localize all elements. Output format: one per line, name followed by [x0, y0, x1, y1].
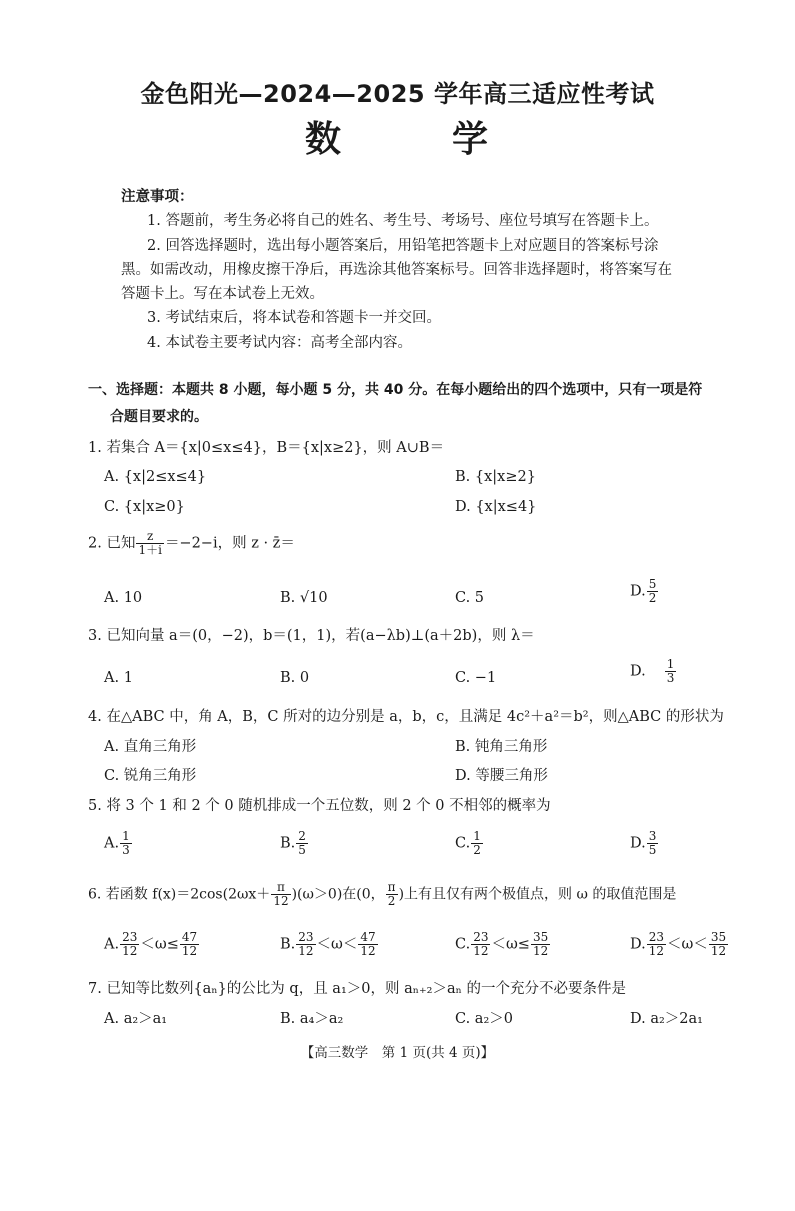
page-footer: 【高三数学 第 1 页(共 4 页)】: [300, 1045, 495, 1061]
q2-stem: 2. 已知 $\frac{z}{1+i}$ ＝−2−i，则 z · z̄＝: [88, 529, 295, 557]
notice-item-3: 3. 考试结束后，将本试卷和答题卡一并交回。: [147, 310, 441, 326]
q4-option-c: C. 锐角三角形: [104, 768, 197, 784]
q2-option-b: B. √10: [280, 590, 328, 606]
q1-option-d: D. {x|x≤4}: [455, 499, 537, 515]
q5-stem: 5. 将 3 个 1 和 2 个 0 随机排成一个五位数，则 2 个 0 不相邻的概率为: [88, 798, 551, 814]
q6-option-a: A. $\frac{23}{12}$ ＜ω≤ $\frac{47}{12}$: [104, 930, 198, 958]
notice-item-4: 4. 本试卷主要考试内容：高考全部内容。: [147, 335, 412, 351]
q6-stem: 6. 若函数 f(x)＝2cos(2ωx＋ $\frac{\pi}{12}$ )(ω＞0)在(0， $\frac{\pi}{2}$ )上有且仅有两个极值点，则 ω 的取值范围是: [88, 880, 677, 908]
q4-stem: 4. 在△ABC 中，角 A，B，C 所对的边分别是 a，b，c，且满足 4c²＋a²＝b²，则△ABC 的形状为: [88, 709, 724, 725]
q5-option-b: B. $\frac{2}{5}$: [280, 829, 306, 857]
q2-option-c: C. 5: [455, 590, 485, 606]
q3-option-a: A. 1: [104, 670, 133, 686]
q1-stem: 1. 若集合 A＝{x|0≤x≤4}，B＝{x|x≥2}，则 A∪B＝: [88, 440, 445, 456]
q7-option-d: D. a₂＞2a₁: [630, 1011, 703, 1027]
q6-option-c: C. $\frac{23}{12}$ ＜ω≤ $\frac{35}{12}$: [455, 930, 549, 958]
subject-title: [0, 111, 795, 162]
q3-option-d: D. $\frac{1}{3}$: [630, 657, 675, 685]
exam-title: 金色阳光—2024—2025 学年高三适应性考试: [140, 80, 655, 108]
q1-option-a: A. {x|2≤x≤4}: [104, 469, 207, 485]
q5-option-d: D. $\frac{3}{5}$: [630, 829, 657, 857]
q4-option-d: D. 等腰三角形: [455, 768, 548, 784]
q7-option-c: C. a₂＞0: [455, 1011, 513, 1027]
q7-stem: 7. 已知等比数列{aₙ}的公比为 q，且 a₁＞0，则 aₙ₊₂＞aₙ 的一个充分不必要条件是: [88, 981, 627, 997]
q3-stem: 3. 已知向量 a＝(0，−2)，b＝(1，1)，若(a−λb)⊥(a＋2b)，则 λ＝: [88, 628, 535, 644]
notice-item-2-line2: 黑。如需改动，用橡皮擦干净后，再选涂其他答案标号。回答非选择题时，将答案写在: [121, 262, 672, 278]
q4-option-b: B. 钝角三角形: [455, 739, 548, 755]
q6-option-d: D. $\frac{23}{12}$ ＜ω＜ $\frac{35}{12}$: [630, 930, 727, 958]
section-heading-line2: 合题目要求的。: [110, 409, 208, 425]
q5-option-c: C. $\frac{1}{2}$: [455, 829, 481, 857]
q2-option-a: A. 10: [104, 590, 143, 606]
q6-option-b: B. $\frac{23}{12}$ ＜ω＜ $\frac{47}{12}$: [280, 930, 376, 958]
section-heading-line1: 一、选择题：本题共 8 小题，每小题 5 分，共 40 分。在每小题给出的四个选项中，只有一项是符: [88, 382, 703, 398]
q5-option-a: A. $\frac{1}{3}$: [104, 829, 130, 857]
notice-item-1: 1. 答题前，考生务必将自己的姓名、考生号、考场号、座位号填写在答题卡上。: [147, 213, 659, 229]
q2-option-d: D. $\frac{5}{2}$: [630, 577, 657, 605]
q2-fraction: $\frac{z}{1+i}$: [138, 529, 162, 557]
q4-option-a: A. 直角三角形: [104, 739, 197, 755]
q3-option-b: B. 0: [280, 670, 310, 686]
q7-option-a: A. a₂＞a₁: [104, 1011, 168, 1027]
subject-char-1: 数: [304, 119, 343, 160]
subject-char-2: 学: [452, 119, 491, 160]
q1-option-b: B. {x|x≥2}: [455, 469, 536, 485]
notice-item-2-line3: 答题卡上。写在本试卷上无效。: [121, 286, 324, 302]
notice-heading: 注意事项：: [121, 189, 194, 205]
q7-option-b: B. a₄＞a₂: [280, 1011, 344, 1027]
q3-option-c: C. −1: [455, 670, 497, 686]
notice-item-2-line1: 2. 回答选择题时，选出每小题答案后，用铅笔把答题卡上对应题目的答案标号涂: [147, 238, 659, 254]
q1-option-c: C. {x|x≥0}: [104, 499, 185, 515]
